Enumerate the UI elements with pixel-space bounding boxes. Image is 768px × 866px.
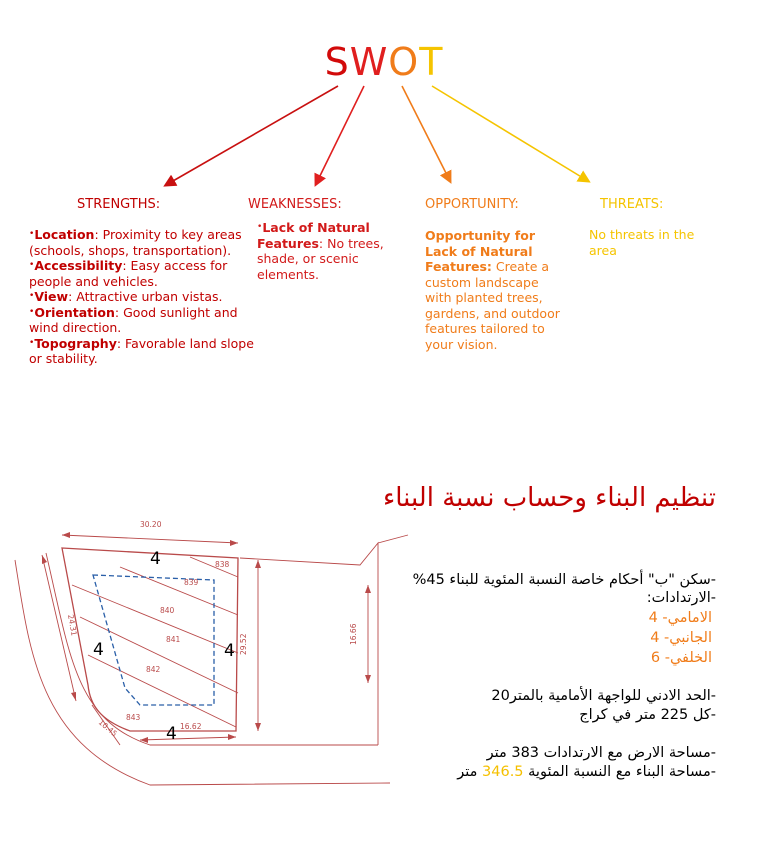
dim-line-bottom [140,737,236,740]
dim-label-neighbour: 16.66 [349,623,358,645]
dim-label-bottom: 16.62 [180,722,202,731]
contour-label: 839 [184,578,199,587]
strengths-list [29,227,265,367]
regulation-line-rear: الخلفي- 6 [650,650,712,666]
regulation-line-frontage: -الحد الادني للواجهة الأمامية بالمتر20 [491,688,716,704]
building-area-label: -مساحة البناء مع النسبة المئوية [528,764,716,780]
strength-item-label: View [34,289,69,304]
buildable-area [93,575,214,705]
strength-item: •Orientation: Good sunlight and wind direction. [29,304,238,335]
dim-arrowhead [71,692,76,701]
opportunity-item [425,228,560,352]
strength-item-text: : Favorable land slope or stability. [29,335,254,366]
weaknesses-list [257,220,397,282]
dim-arrowhead [230,540,238,546]
weaknesses-heading: WEAKNESSES: [248,197,342,212]
contour-label: 840 [160,606,175,615]
north-line [378,535,408,543]
dim-arrowhead [42,555,47,564]
dim-arrowhead [255,560,261,568]
building-area-unit: متر [457,764,478,780]
strength-item: •Accessibility: Easy access for people and vehicles. [29,258,228,289]
regulation-line-building-area [457,764,716,780]
dim-label-right: 29.52 [239,633,248,655]
contour-label: 842 [146,665,161,674]
dim-line-top [62,535,238,543]
dim-label-top: 30.20 [140,520,162,529]
contour-label: 843 [126,713,141,722]
setback-right-label: 4 [224,641,235,661]
strengths-heading: STRENGTHS: [77,197,161,212]
opportunity-item-label: Opportunity for Lack of Natural Features: [425,228,535,274]
arrow-opportunity [402,86,450,181]
weakness-item: •Lack of Natural Features: No trees, shade, or scenic elements. [257,220,384,282]
strength-item: •View: Attractive urban vistas. [29,289,223,304]
swot-letter-o: O [388,40,420,84]
opportunity-heading: OPPORTUNITY: [425,197,519,212]
strength-item-text: : Good sunlight and wind direction. [29,304,238,335]
contour-label: 838 [215,560,230,569]
opportunity-item-text: Create a custom landscape with planted trees, gardens, and outdoor features tailored to your vision. [425,259,560,352]
site-plan-drawing [0,505,420,805]
strength-item: •Topography: Favorable land slope or stability. [29,335,254,366]
threats-heading: THREATS: [600,197,664,212]
strength-item-text: : Easy access for people and vehicles. [29,258,228,289]
regulation-line-land-area: -مساحة الارض مع الارتدادات 383 متر [486,745,716,761]
dim-arrowhead [365,675,371,683]
arrow-threats [432,86,588,181]
weakness-item-label: Lack of Natural Features [257,220,370,251]
strength-item-label: Orientation [34,304,115,320]
arrow-weaknesses [316,86,364,184]
swot-letter-t: T [419,40,444,84]
opportunity-list [425,228,560,352]
strength-item-text: : Proximity to key areas (schools, shops, transportation). [29,227,242,258]
dim-label-corner: 10.45 [96,717,119,739]
dim-label-left: 24.31 [66,613,79,637]
threats-list [589,227,717,258]
building-area-value: 346.5 [482,764,524,780]
strength-item-label: Topography [34,335,117,351]
strength-item-label: Location [34,227,95,242]
dim-arrowhead [365,585,371,593]
regulation-line-side: الجانبي- 4 [650,630,712,646]
dim-arrowhead [228,734,236,740]
swot-arrows [0,0,768,200]
dim-arrowhead [255,723,261,731]
setback-rear-label: 4 [166,724,177,744]
arrow-strengths [166,86,338,185]
strength-item-text: : Attractive urban vistas. [68,289,223,304]
plot-outline [62,548,238,731]
regulation-line-ratio: -سكن "ب" أحكام خاصة النسبة المئوية للبناء 45% [412,572,716,588]
contour-838 [190,557,238,577]
regulation-title: تنظيم البناء وحساب نسبة البناء [382,483,716,513]
setback-left-label: 4 [93,640,104,660]
contour-839 [120,567,238,615]
setback-front-label: 4 [150,549,161,569]
strength-item-label: Accessibility [34,258,123,273]
contour-label: 841 [166,635,181,644]
weakness-item-text: : No trees, shade, or scenic elements. [257,235,384,282]
regulation-line-front: الامامي- 4 [648,610,712,626]
regulation-line-garage: -كل 225 متر في كراج [579,707,716,723]
swot-letter-w: W [349,40,389,84]
strength-item: •Location: Proximity to key areas (schools, shops, transportation). [29,227,242,258]
regulation-line-setbacks: -الارتدادات: [646,590,716,606]
threat-item: No threats in the area [589,227,695,258]
dim-arrowhead [62,532,70,538]
swot-letter-s: S [324,40,350,84]
